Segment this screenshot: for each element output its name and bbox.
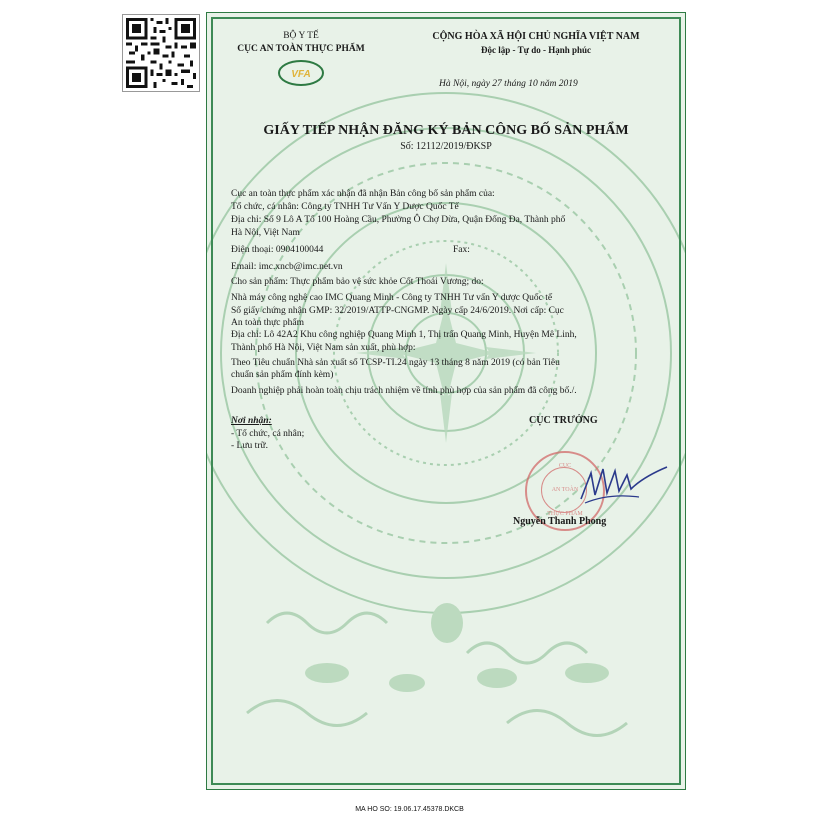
factory-address-line-1: Địa chỉ: Lô 42A2 Khu công nghiệp Quang Minh 1, Thị trấn Quang Minh, Huyện Mê Linh, — [231, 330, 577, 340]
document-number: Số: 12112/2019/ĐKSP — [400, 141, 492, 152]
organization-line: Tổ chức, cá nhân: Công ty TNHH Tư Vấn Y Dược Quốc Tế — [231, 202, 459, 212]
recipients-label: Nơi nhận: — [231, 416, 272, 426]
email-line: Email: imc.xncb@imc.net.vn — [231, 262, 343, 272]
stamp-text: CỤC — [558, 463, 572, 469]
recipient-item: - Tổ chức, cá nhân; — [231, 429, 305, 439]
qr-code-icon — [123, 15, 199, 91]
signer-name: Nguyễn Thanh Phong — [513, 516, 607, 527]
stamp-text: AN TOÀN — [551, 487, 579, 493]
vfa-logo — [277, 57, 325, 87]
republic-name: CỘNG HÒA XÃ HỘI CHỦ NGHĨA VIỆT NAM — [432, 31, 640, 42]
agency-name: CỤC AN TOÀN THỰC PHẨM — [237, 44, 365, 54]
intro-line: Cục an toàn thực phẩm xác nhận đã nhận Bản công bố sản phẩm của: — [231, 189, 495, 199]
factory-address-line-2: Thành phố Hà Nội, Việt Nam sản xuất, phù hợp: — [231, 343, 416, 353]
address-line-1: Địa chỉ: Số 9 Lô A Tổ 100 Hoàng Cầu, Phường Ô Chợ Dừa, Quận Đống Đa, Thành phố — [231, 215, 566, 225]
fax-line: Fax: — [453, 245, 470, 255]
ministry-name: BỘ Y TẾ — [283, 31, 319, 41]
vfa-logo-icon — [277, 57, 325, 87]
gmp-line-1: Số giấy chứng nhận GMP: 32/2019/ATTP-CNGMP. Ngày cấp 24/6/2019. Nơi cấp: Cục — [231, 306, 564, 316]
gmp-line-2: An toàn thực phẩm — [231, 318, 304, 328]
place-date: Hà Nội, ngày 27 tháng 10 năm 2019 — [439, 79, 578, 89]
document-title: GIẤY TIẾP NHẬN ĐĂNG KÝ BẢN CÔNG BỐ SẢN PHẨM — [263, 123, 629, 138]
standard-line-1: Theo Tiêu chuẩn Nhà sản xuất số TCSP-TI.24 ngày 13 tháng 8 năm 2019 (có bản Tiêu — [231, 358, 560, 368]
national-motto: Độc lập - Tự do - Hạnh phúc — [480, 45, 591, 55]
address-line-2: Hà Nội, Việt Nam — [231, 228, 300, 238]
responsibility-line: Doanh nghiệp phải hoàn toàn chịu trách nhiệm về tính phù hợp của sản phẩm đã công bố./. — [231, 386, 577, 396]
logo-text: VFA — [291, 69, 311, 80]
handwritten-signature — [579, 463, 669, 507]
certificate-document — [206, 12, 686, 790]
signer-role: CỤC TRƯỞNG — [529, 415, 598, 426]
recipient-item: - Lưu trữ. — [231, 441, 268, 451]
phone-line: Điện thoại: 0904100044 — [231, 245, 324, 255]
file-code: MA HO SO: 19.06.17.45378.DKCB — [355, 806, 464, 813]
standard-line-2: chuẩn sản phẩm đính kèm) — [231, 370, 334, 380]
stamp-text: THỰC PHẨM — [547, 511, 583, 517]
factory-line: Nhà máy công nghệ cao IMC Quang Minh - Công ty TNHH Tư vấn Y dược Quốc tế — [231, 293, 553, 303]
product-line: Cho sản phẩm: Thực phẩm bảo vệ sức khỏe Cốt Thoái Vương; do: — [231, 277, 484, 287]
qr-code — [122, 14, 200, 92]
